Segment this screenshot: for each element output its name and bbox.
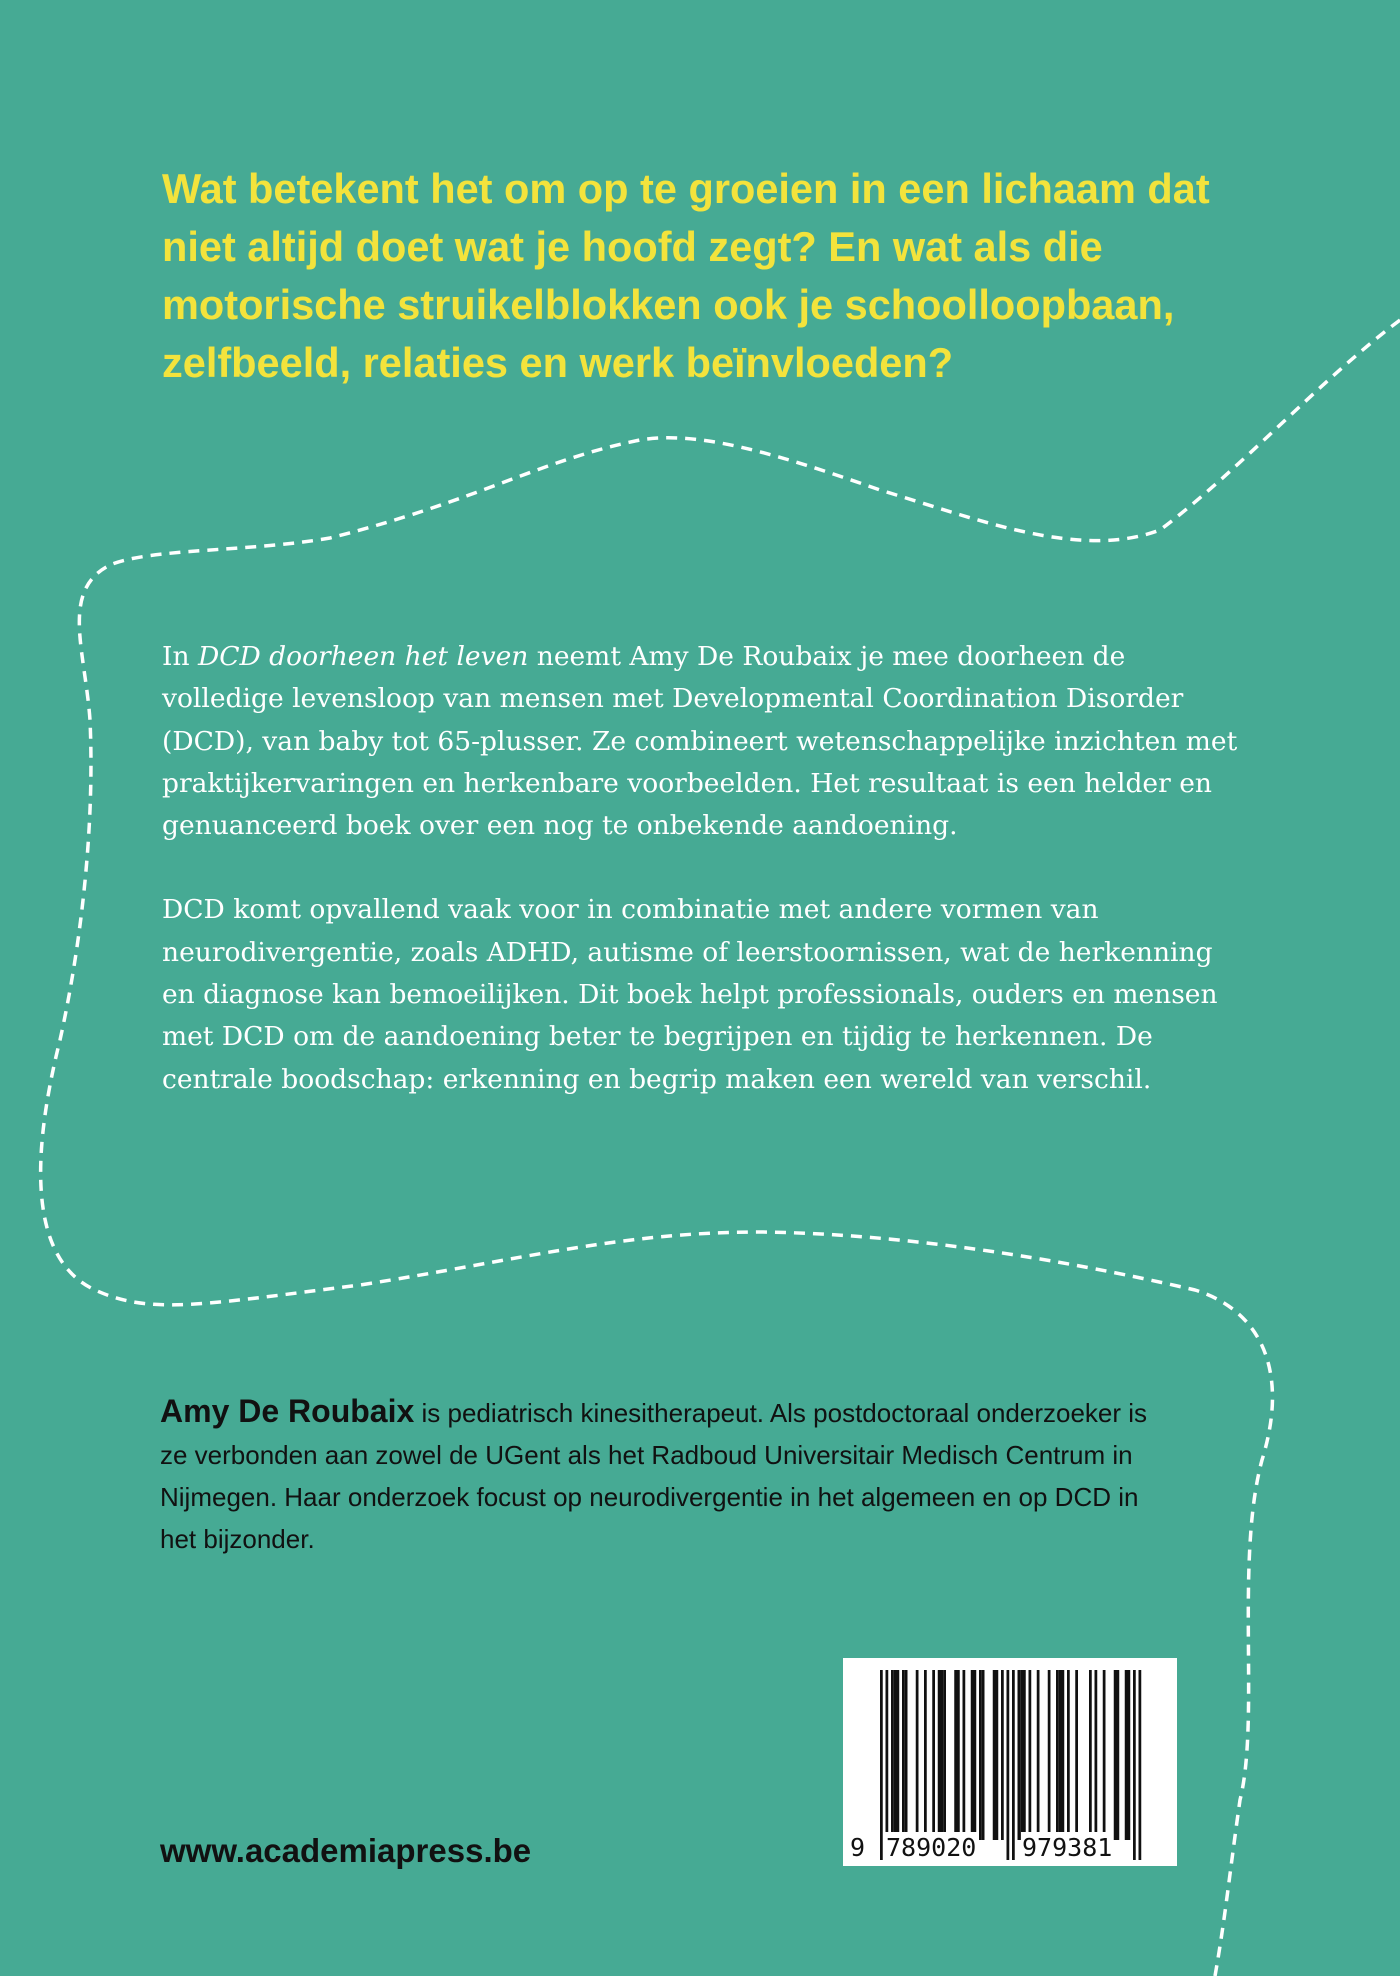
isbn-barcode <box>843 1658 1177 1866</box>
barcode-bar <box>1103 1670 1106 1840</box>
barcode-bar <box>1023 1670 1026 1840</box>
barcode-bar <box>924 1670 927 1840</box>
barcode-bar <box>943 1670 946 1840</box>
barcode-bar <box>954 1670 957 1840</box>
intro-prefix: In <box>162 641 198 672</box>
barcode-bar <box>993 1670 996 1840</box>
barcode-bar <box>905 1670 908 1840</box>
barcode-bar <box>897 1670 900 1840</box>
barcode-bar <box>1095 1670 1098 1840</box>
author-bio <box>160 1390 1160 1560</box>
barcode-bar <box>971 1670 974 1840</box>
description-text-1: neemt Amy De Roubaix je mee doorheen de volledige levensloop van mensen met Developmental Coordination Disorder (DCD), van baby tot 65-plusser. Ze combineert wetenschappelijke inzichten met praktijkervaringen en herkenbare voorbeelden. Het resultaat is een helder en genuanceerd boek over een nog te onbekende aandoening. <box>162 641 1238 842</box>
author-bio-text: is pediatrisch kinesitherapeut. Als postdoctoraal onderzoeker is ze verbonden aan zowel de UGent als het Radboud Universitair Medisch Centrum in Nijmegen. Haar onderzoek focust op neurodivergentie in het algemeen en op DCD in het bijzonder. <box>160 1398 1148 1554</box>
description-paragraph-2: DCD komt opvallend vaak voor in combinatie met andere vormen van neurodivergentie, zoals ADHD, autisme of leerstoornissen, wat de herkenning en diagnose kan bemoeilijken. Dit boek helpt professionals, ouders en mensen met DCD om de aandoening beter te begrijpen en tijdig te herkennen. De centrale boodschap: erkenning en begrip maken een wereld van verschil. <box>162 894 1218 1095</box>
barcode-bar <box>1020 1670 1023 1840</box>
barcode-bar <box>902 1670 905 1840</box>
barcode-bar <box>1048 1670 1051 1840</box>
barcode-bar <box>1114 1670 1117 1840</box>
barcode-bar <box>1117 1670 1120 1840</box>
barcode-bar <box>1128 1670 1131 1840</box>
barcode-bar <box>957 1670 960 1840</box>
barcode-bar <box>891 1670 894 1840</box>
barcode-bar <box>1089 1670 1092 1840</box>
barcode-bar <box>894 1670 897 1840</box>
book-description <box>162 636 1252 1101</box>
book-title: DCD doorheen het leven <box>197 641 529 672</box>
barcode-bar <box>974 1670 977 1840</box>
publisher-website: www.academiapress.be <box>160 1832 532 1869</box>
barcode-bar <box>1062 1670 1065 1840</box>
barcode-bar <box>1001 1670 1004 1840</box>
barcode-bar <box>982 1670 985 1840</box>
isbn-group-1: 789020 <box>886 1833 977 1862</box>
barcode-bar <box>1067 1670 1070 1840</box>
barcode-bar <box>1037 1670 1040 1840</box>
barcode-bar <box>979 1670 982 1840</box>
barcode-bar <box>1018 1670 1021 1840</box>
barcode-bar <box>1125 1670 1128 1840</box>
barcode-bar <box>1059 1670 1062 1840</box>
barcode-bar <box>932 1670 935 1840</box>
barcode-bar <box>941 1670 944 1840</box>
barcode-bar <box>1075 1670 1078 1840</box>
isbn-number <box>843 1832 1177 1864</box>
description-paragraph-1 <box>162 636 1252 847</box>
barcode-bar <box>963 1670 966 1840</box>
barcode-bar <box>1056 1670 1059 1840</box>
barcode-bar <box>916 1670 919 1840</box>
isbn-first-digit: 9 <box>850 1833 866 1862</box>
tagline-question: Wat betekent het om op te groeien in een lichaam dat niet altijd doet wat je hoofd zegt? En wat als die motorische struikelblokken ook je schoolloopbaan, zelfbeeld, relaties en werk beïnvloeden? <box>162 165 1210 386</box>
barcode-bar <box>938 1670 941 1840</box>
barcode-bar <box>1029 1670 1032 1840</box>
barcode-bar <box>996 1670 999 1840</box>
author-name: Amy De Roubaix <box>160 1393 415 1429</box>
isbn-group-2: 979381 <box>1022 1833 1113 1862</box>
